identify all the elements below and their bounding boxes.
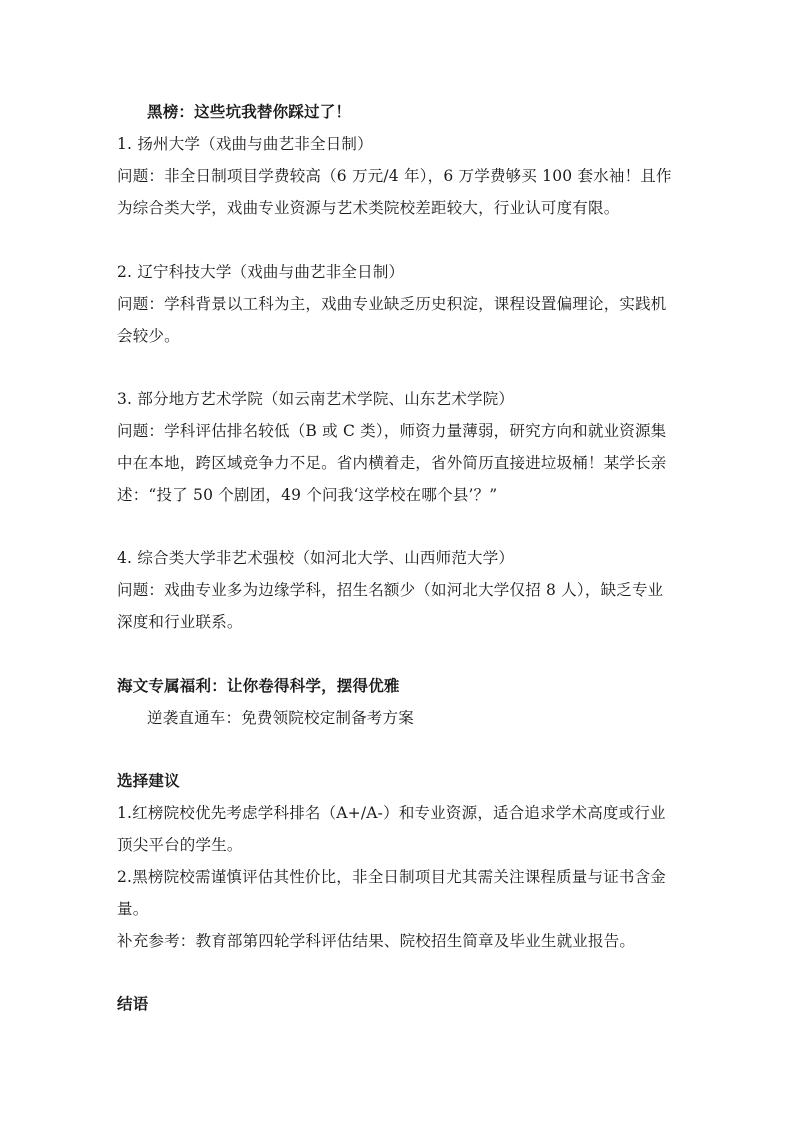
blacklist-item-4-line-2: 深度和行业联系。 bbox=[117, 613, 243, 631]
advice-line-4: 量。 bbox=[117, 900, 149, 918]
blacklist-title: 黑榜：这些坑我替你踩过了！ bbox=[147, 102, 352, 121]
advice-line-3: 2.黑榜院校需谨慎评估其性价比，非全日制项目尤其需关注课程质量与证书含金 bbox=[117, 868, 666, 886]
advice-line-2: 顶尖平台的学生。 bbox=[117, 836, 243, 854]
blacklist-item-1-line-2: 为综合类大学，戏曲专业资源与艺术类院校差距较大，行业认可度有限。 bbox=[117, 199, 620, 217]
blacklist-item-3-line-3: 述：“投了 50 个剧团，49 个问我‘这学校在哪个县’？” bbox=[117, 486, 498, 504]
promo-title: 海文专属福利：让你卷得科学，摆得优雅 bbox=[117, 676, 400, 695]
advice-line-1: 1.红榜院校优先考虑学科排名（A+/A-）和专业资源，适合追求学术高度或行业 bbox=[117, 804, 666, 822]
blacklist-item-2-line-2: 会较少。 bbox=[117, 327, 180, 345]
blacklist-item-4-heading: 4. 综合类大学非艺术强校（如河北大学、山西师范大学） bbox=[117, 549, 515, 567]
blacklist-item-4-line-1: 问题：戏曲专业多为边缘学科，招生名额少（如河北大学仅招 8 人），缺乏专业 bbox=[117, 581, 664, 599]
blacklist-item-3-heading: 3. 部分地方艺术学院（如云南艺术学院、山东艺术学院） bbox=[117, 390, 515, 408]
blacklist-item-1-line-1: 问题：非全日制项目学费较高（6 万元/4 年），6 万学费够买 100 套水袖！且作 bbox=[117, 167, 672, 185]
blacklist-item-3-line-2: 中在本地，跨区域竞争力不足。省内横着走，省外简历直接进垃圾桶！某学长亲 bbox=[117, 454, 667, 472]
conclusion-title: 结语 bbox=[117, 994, 149, 1013]
advice-supplement: 补充参考：教育部第四轮学科评估结果、院校招生简章及毕业生就业报告。 bbox=[117, 932, 636, 950]
blacklist-item-1-heading: 1. 扬州大学（戏曲与曲艺非全日制） bbox=[117, 135, 373, 153]
blacklist-item-2-heading: 2. 辽宁科技大学（戏曲与曲艺非全日制） bbox=[117, 263, 405, 281]
blacklist-item-2-line-1: 问题：学科背景以工科为主，戏曲专业缺乏历史积淀，课程设置偏理论，实践机 bbox=[117, 295, 667, 313]
promo-subtitle: 逆袭直通车：免费领院校定制备考方案 bbox=[147, 709, 414, 727]
advice-title: 选择建议 bbox=[117, 771, 180, 790]
blacklist-item-3-line-1: 问题：学科评估排名较低（B 或 C 类），师资力量薄弱，研究方向和就业资源集 bbox=[117, 422, 667, 440]
